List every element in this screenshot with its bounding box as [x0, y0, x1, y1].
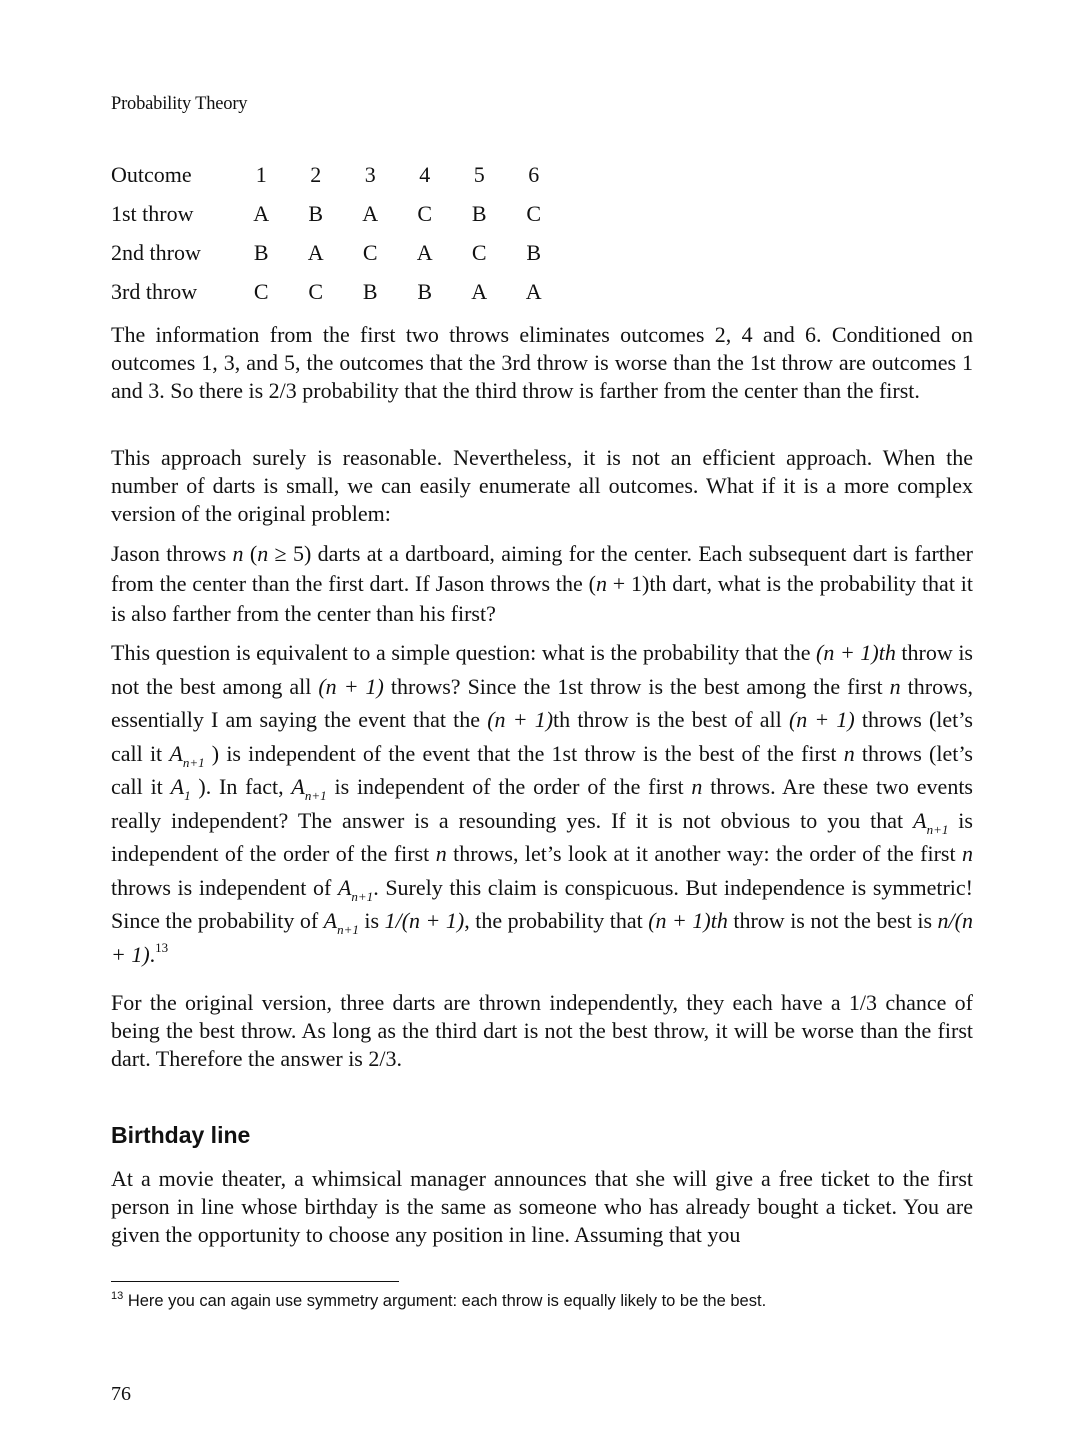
- section-heading: Birthday line: [111, 1122, 251, 1148]
- paragraph-problem: Jason throws n (n ≥ 5) darts at a dartboard, aiming for the center. Each subsequent dart is farther from the center than the first dart. If Jason throws the (n + 1)th dart, what is the probability that it is also farther from the center than his first?: [111, 541, 974, 626]
- paragraph-text: At a movie theater, a whimsical manager announces that she will give a free ticket to the first person in line whose birthday is the same as someone who has already bought a ticket. You are given the opportunity to choose any position in line. Assuming that you: [111, 1166, 973, 1247]
- table-row: [111, 238, 561, 277]
- paragraph-independence: This question is equivalent to a simple question: what is the probability that the (n + 1)th throw is not the best among all (n + 1) throws? Since the 1st throw is the best among the first n throws, essentially I am saying the event that the (n + 1)th throw is the best of all (n + 1) throws (let’s call it $A_{n+1}$ ) is independent of the event that the 1st throw is the best of the first n throws (let’s call it $A_1$ ). In fact, $A_{n+1}$ is independent of the order of the first n throws. Are these two events really independent? The answer is a resounding yes. If it is not obvious to you that $A_{n+1}$ is independent of the order of the first n throws, let’s look at it another way: the order of the first n throws is independent of $A_{n+1}$. Surely this claim is conspicuous. But independence is symmetric! Since the probability of $A_{n+1}$ is 1/(n + 1), the probability that (n + 1)th throw is not the best is n/(n + 1).$^{13}$: [111, 640, 974, 967]
- paragraph-birthday: [111, 1165, 973, 1249]
- table-cell: C: [471, 240, 487, 265]
- table-cell: A: [525, 279, 542, 304]
- paragraph-approach: [111, 444, 973, 528]
- table-cell: C: [362, 240, 378, 265]
- table-cell: 5: [473, 162, 485, 187]
- paragraph-original-version: [111, 989, 973, 1073]
- row-label: Outcome: [111, 162, 192, 187]
- table-row: [111, 277, 561, 316]
- table-cell: 6: [528, 162, 540, 187]
- table-cell: A: [471, 279, 488, 304]
- table-cell: 3: [364, 162, 376, 187]
- footnote-reference[interactable]: 13: [155, 939, 169, 955]
- table-cell: A: [416, 240, 433, 265]
- footnote-mark: 13: [111, 1290, 124, 1302]
- table-cell: C: [526, 201, 542, 226]
- table-cell: 1: [255, 162, 267, 187]
- table-cell: B: [471, 201, 487, 226]
- table-cell: 2: [310, 162, 322, 187]
- table-cell: C: [308, 279, 324, 304]
- table-cell: B: [308, 201, 324, 226]
- table-row: [111, 160, 561, 199]
- table-cell: A: [307, 240, 324, 265]
- paragraph-elimination: [111, 321, 973, 405]
- row-label: 1st throw: [111, 201, 194, 226]
- row-label: 3rd throw: [111, 279, 198, 304]
- outcome-table: [111, 160, 561, 316]
- table-cell: B: [417, 279, 433, 304]
- paragraph-text: For the original version, three darts are thrown independently, they each have a 1/3 chance of being the best throw. As long as the third dart is not the best throw, it will be worse than the first dart. Therefore the answer is 2/3.: [111, 990, 973, 1071]
- table-cell: C: [253, 279, 269, 304]
- table-cell: 4: [419, 162, 431, 187]
- table-cell: A: [362, 201, 379, 226]
- page-number: 76: [111, 1383, 131, 1405]
- paragraph-text: This approach surely is reasonable. Nevertheless, it is not an efficient approach. When the number of darts is small, we can easily enumerate all outcomes. What if it is a more complex version of the original problem:: [111, 445, 973, 526]
- footnote-divider: [111, 1281, 399, 1282]
- row-label: 2nd throw: [111, 240, 201, 265]
- running-head: Probability Theory: [111, 94, 248, 114]
- footnote: [111, 1292, 766, 1311]
- paragraph-text: The information from the first two throws eliminates outcomes 2, 4 and 6. Conditioned on outcomes 1, 3, and 5, the outcomes that the 3rd throw is worse than the 1st throw are outcomes 1 and 3. So there is 2/3 probability that the third throw is farther from the center than the first.: [111, 322, 973, 403]
- table-row: [111, 199, 561, 238]
- table-cell: B: [526, 240, 542, 265]
- table-cell: C: [417, 201, 433, 226]
- table-cell: B: [253, 240, 269, 265]
- table-cell: B: [362, 279, 378, 304]
- footnote-text: Here you can again use symmetry argument: each throw is equally likely to be the best.: [123, 1292, 767, 1310]
- table-cell: A: [253, 201, 270, 226]
